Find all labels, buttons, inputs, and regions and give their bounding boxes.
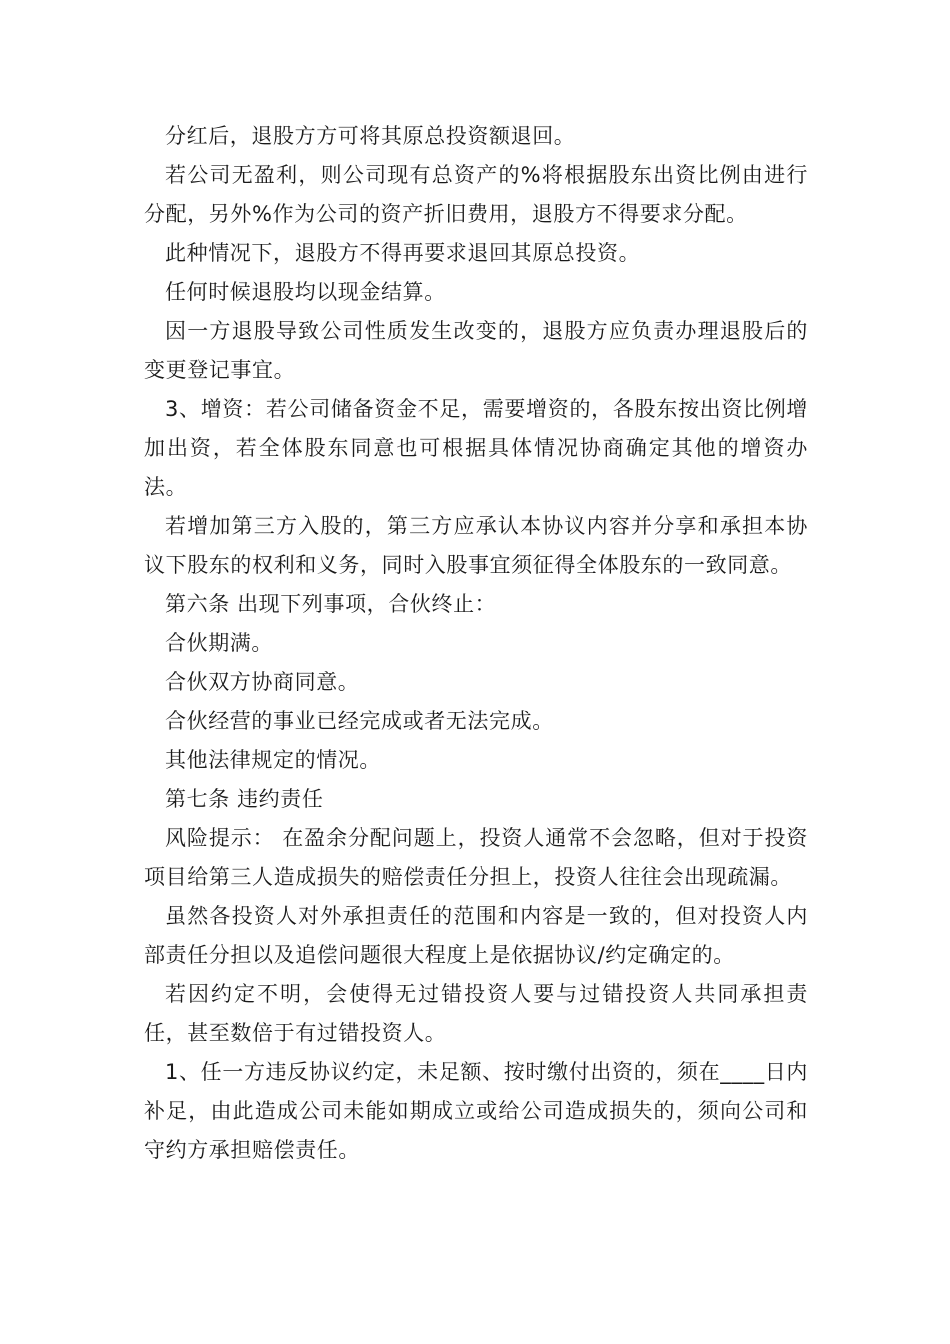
- paragraph-no-refund-request: 此种情况下，退股方不得再要求退回其原总投资。: [165, 241, 641, 265]
- paragraph-cash-settlement: 任何时候退股均以现金结算。: [165, 280, 446, 304]
- paragraph-breach-compensation: 1、任一方违反协议约定，未足额、按时缴付出资的，须在____日内补足，由此造成公司未能如期成立或给公司造成损失的，须向公司和守约方承担赔偿责任。: [144, 1060, 808, 1162]
- paragraph-capital-increase: 3、增资：若公司储备资金不足，需要增资的，各股东按出资比例增加出资，若全体股东同意也可根据具体情况协商确定其他的增资办法。: [144, 397, 808, 499]
- article-six-heading: 第六条 出现下列事项，合伙终止：: [165, 592, 497, 616]
- list-item-mutual-agreement: 合伙双方协商同意。: [165, 670, 360, 694]
- paragraph-withdrawal-refund: 分红后，退股方方可将其原总投资额退回。: [165, 124, 576, 148]
- list-item-term-expired: 合伙期满。: [165, 631, 273, 655]
- document-body: [144, 117, 808, 1170]
- paragraph-third-party-entry: 若增加第三方入股的，第三方应承认本协议内容并分享和承担本协议下股东的权利和义务，同时入股事宜须征得全体股东的一致同意。: [144, 514, 808, 577]
- paragraph-no-profit-distribution: 若公司无盈利，则公司现有总资产的%将根据股东出资比例由进行分配，另外%作为公司的资产折旧费用，退股方不得要求分配。: [144, 163, 808, 226]
- paragraph-internal-liability: 虽然各投资人对外承担责任的范围和内容是一致的，但对投资人内部责任分担以及追偿问题很大程度上是依据协议/约定确定的。: [144, 904, 808, 967]
- paragraph-change-registration: 因一方退股导致公司性质发生改变的，退股方应负责办理退股后的变更登记事宜。: [144, 319, 808, 382]
- paragraph-joint-liability: 若因约定不明，会使得无过错投资人要与过错投资人共同承担责任，甚至数倍于有过错投资人。: [144, 982, 808, 1045]
- article-seven-heading: 第七条 违约责任: [165, 787, 324, 811]
- paragraph-risk-notice: 风险提示： 在盈余分配问题上，投资人通常不会忽略，但对于投资项目给第三人造成损失的赔偿责任分担上，投资人往往会出现疏漏。: [144, 826, 808, 889]
- list-item-business-completed: 合伙经营的事业已经完成或者无法完成。: [165, 709, 554, 733]
- list-item-other-legal: 其他法律规定的情况。: [165, 748, 381, 772]
